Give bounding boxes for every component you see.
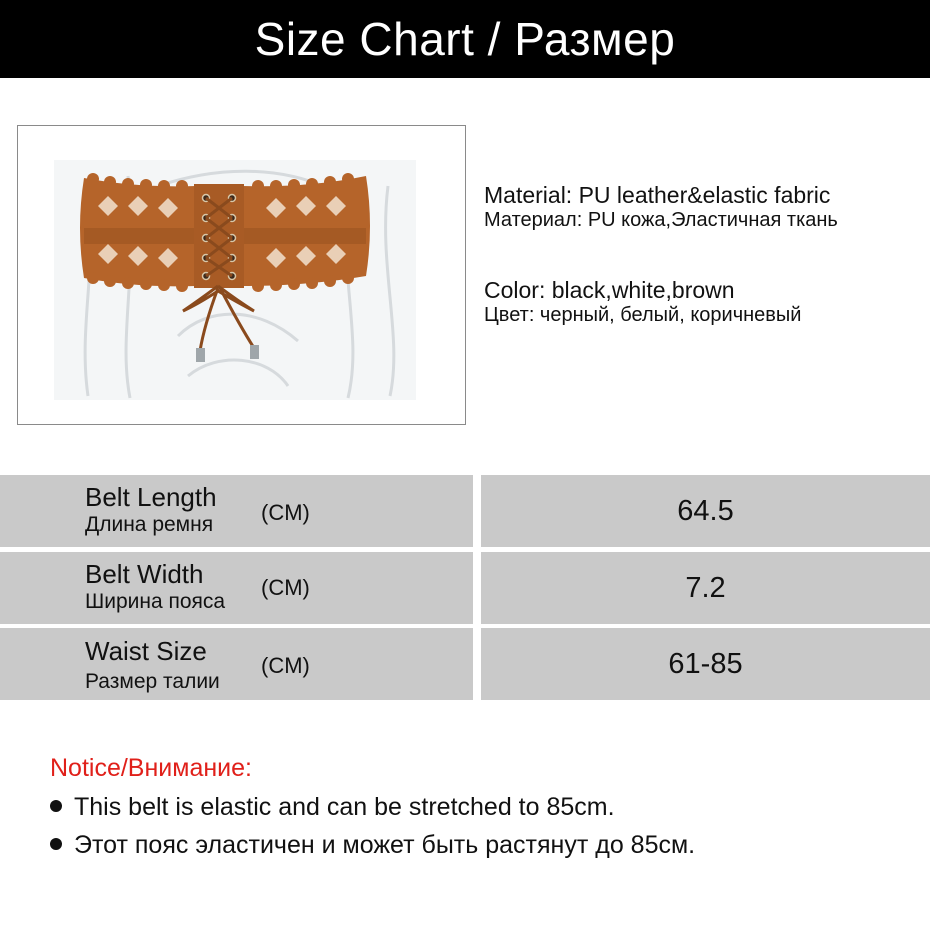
page-title-text: Size Chart / Размер [254,13,676,65]
belt-width-label-ru: Ширина пояса [85,590,226,613]
color-en: Color: black,white,brown [484,277,735,303]
notice-item [50,793,615,822]
notice-item-text: Этот пояс эластичен и может быть растянут до 85см. [74,831,696,859]
table-row-belt-length [0,475,930,547]
belt-length-label-ru: Длина ремня [85,513,214,536]
belt-width-value: 7.2 [481,552,930,624]
color-info [484,277,801,327]
table-row-waist-size [0,628,930,700]
waist-size-unit: (CM) [261,653,310,678]
table-row-belt-width [0,552,930,624]
waist-size-value: 61-85 [481,628,930,700]
notice-title: Notice/Внимание: [50,754,252,782]
material-ru: Материал: PU кожа,Эластичная ткань [484,209,838,231]
belt-length-value: 64.5 [481,475,930,547]
waist-size-label-ru: Размер талии [85,670,220,693]
color-ru: Цвет: черный, белый, коричневый [484,304,802,326]
belt-length-label-cell [0,475,473,547]
belt-length-unit: (CM) [261,500,310,525]
material-info [484,182,838,232]
belt-width-label-cell [0,552,473,624]
bullet-icon [50,800,62,812]
material-en: Material: PU leather&elastic fabric [484,182,831,208]
page-title [0,0,930,78]
bullet-icon [50,838,62,850]
belt-length-label-en: Belt Length [85,482,217,512]
belt-illustration [18,126,466,425]
product-image [17,125,466,425]
notice-item [50,831,695,860]
notice-item-text: This belt is elastic and can be stretched to 85cm. [74,793,615,821]
belt-width-unit: (CM) [261,575,310,600]
belt-width-label-en: Belt Width [85,559,204,589]
waist-size-label-cell [0,628,473,700]
waist-size-label-en: Waist Size [85,636,207,666]
